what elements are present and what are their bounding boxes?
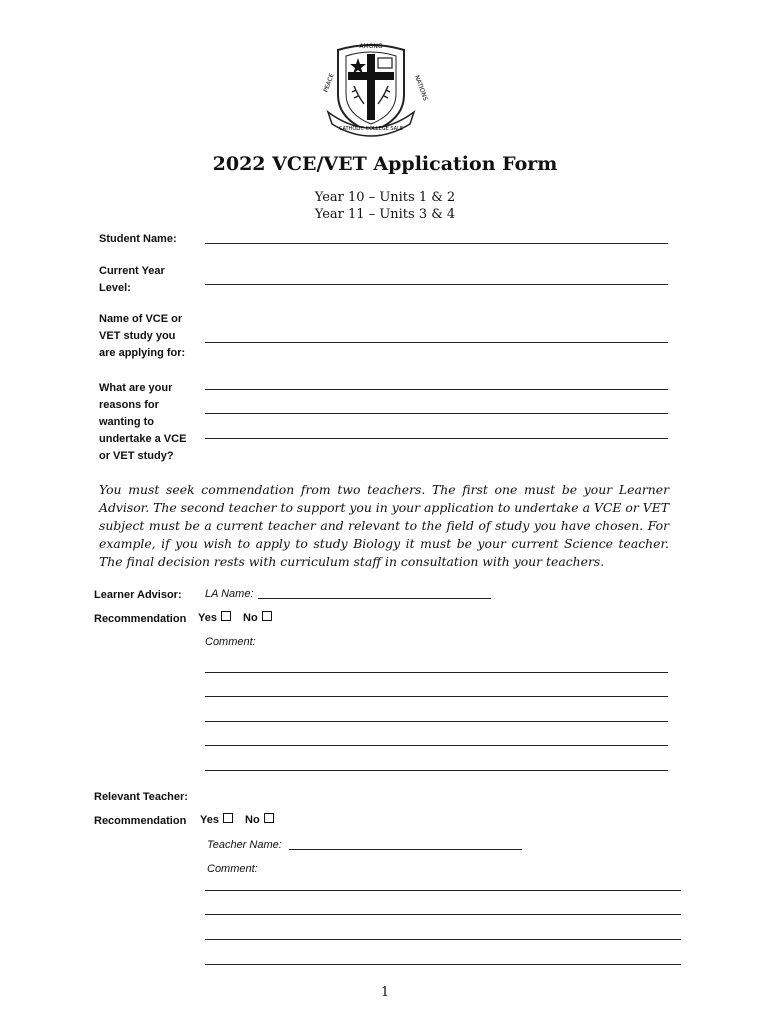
la-comment-label: Comment: xyxy=(205,636,256,648)
la-name-label: LA Name: xyxy=(205,588,254,600)
rt-yes-label: Yes xyxy=(200,814,219,826)
reasons-field-line-2[interactable] xyxy=(205,413,668,414)
rt-no-option[interactable] xyxy=(245,813,274,826)
rt-comment-line-2[interactable] xyxy=(205,914,681,915)
college-crest-logo xyxy=(318,40,429,140)
crest-motto-left: PEACE xyxy=(322,72,336,94)
subtitle-year-10: Year 10 – Units 1 & 2 xyxy=(314,190,456,205)
rt-comment-line-4[interactable] xyxy=(205,964,681,965)
rt-comment-label: Comment: xyxy=(207,863,258,875)
la-comment-line-1[interactable] xyxy=(205,672,668,673)
la-yes-option[interactable] xyxy=(198,611,231,624)
current-year-label-2: Level: xyxy=(99,282,131,294)
la-comment-line-2[interactable] xyxy=(205,696,668,697)
study-name-field[interactable] xyxy=(205,342,668,343)
rt-comment-line-1[interactable] xyxy=(205,890,681,891)
reasons-field-line-1[interactable] xyxy=(205,389,668,390)
student-name-field[interactable] xyxy=(205,243,668,244)
crest-motto-right: NATIONS xyxy=(413,74,429,102)
reasons-label-1: What are your xyxy=(99,382,173,394)
reasons-field-line-3[interactable] xyxy=(205,438,668,439)
subtitle-year-11: Year 11 – Units 3 & 4 xyxy=(314,207,456,222)
page-title: 2022 VCE/VET Application Form xyxy=(212,153,558,175)
rt-no-label: No xyxy=(245,814,260,826)
la-comment-line-4[interactable] xyxy=(205,745,668,746)
instructions-paragraph: You must seek commendation from two teachers. The first one must be your Learner Advisor. The second teacher to support you in your application to undertake a VCE or VET subject must be a current teacher and relevant to the field of study you have chosen. For example, if you wish to apply to study Biology it must be your current Science teacher. The final decision rests with curriculum staff in consultation with your teachers. xyxy=(99,482,669,569)
learner-advisor-label: Learner Advisor: xyxy=(94,589,182,601)
current-year-field[interactable] xyxy=(205,284,668,285)
la-no-checkbox[interactable] xyxy=(262,611,272,621)
teacher-name-field[interactable] xyxy=(289,849,522,850)
la-recommendation-label: Recommendation xyxy=(94,613,187,625)
crest-motto-top: AMONG xyxy=(359,43,383,50)
rt-yes-checkbox[interactable] xyxy=(223,813,233,823)
study-label-3: are applying for: xyxy=(99,347,186,359)
study-label-2: VET study you xyxy=(99,330,176,342)
reasons-label-2: reasons for xyxy=(99,399,159,411)
la-comment-line-3[interactable] xyxy=(205,721,668,722)
current-year-label-1: Current Year xyxy=(99,265,165,277)
student-name-label: Student Name: xyxy=(99,233,177,245)
relevant-teacher-label: Relevant Teacher: xyxy=(94,791,188,803)
la-yes-checkbox[interactable] xyxy=(221,611,231,621)
la-yes-label: Yes xyxy=(198,612,217,624)
page-number: 1 xyxy=(380,985,390,1000)
reasons-label-3: wanting to xyxy=(99,416,154,428)
rt-comment-line-3[interactable] xyxy=(205,939,681,940)
reasons-label-4: undertake a VCE xyxy=(99,433,187,445)
reasons-label-5: or VET study? xyxy=(99,450,174,462)
rt-yes-option[interactable] xyxy=(200,813,233,826)
la-comment-line-5[interactable] xyxy=(205,770,668,771)
la-no-option[interactable] xyxy=(243,611,272,624)
rt-recommendation-label: Recommendation xyxy=(94,815,187,827)
crest-college-name: CATHOLIC COLLEGE SALE xyxy=(338,126,404,132)
la-no-label: No xyxy=(243,612,258,624)
rt-no-checkbox[interactable] xyxy=(264,813,274,823)
teacher-name-label: Teacher Name: xyxy=(207,839,282,851)
la-name-field[interactable] xyxy=(258,598,491,599)
study-label-1: Name of VCE or xyxy=(99,313,183,325)
